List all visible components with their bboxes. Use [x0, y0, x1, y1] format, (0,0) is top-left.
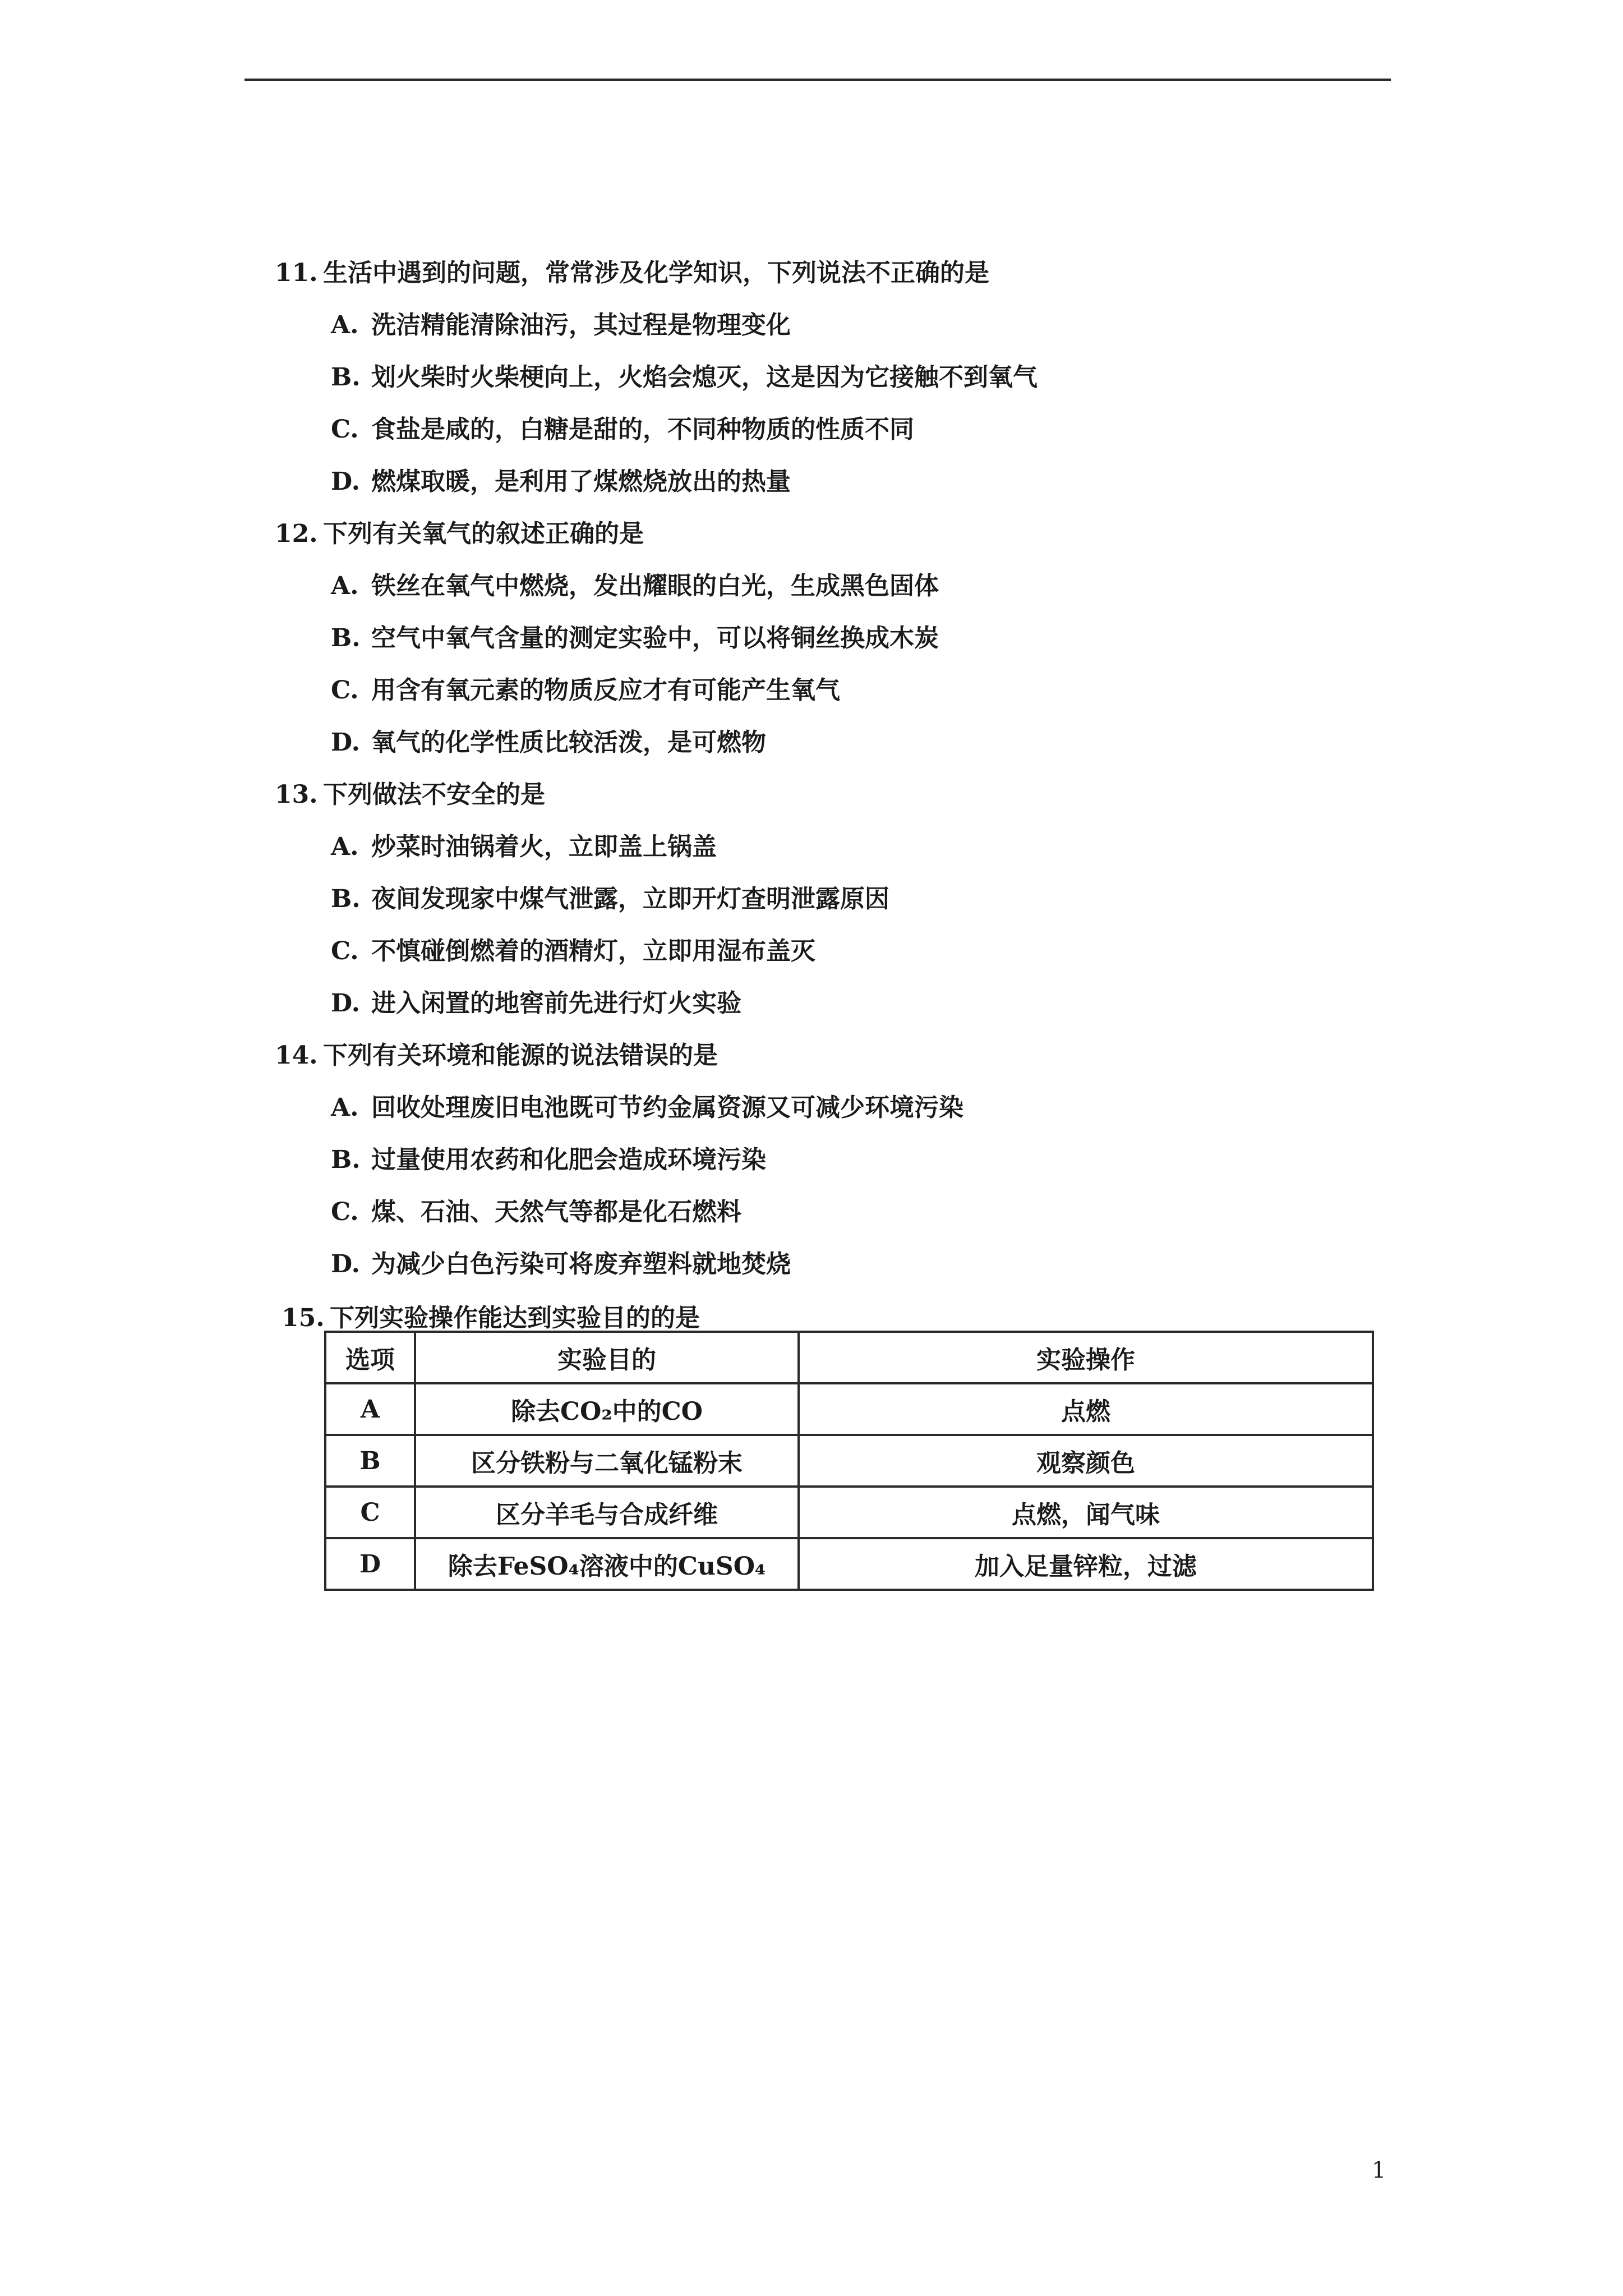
- option-text: 划火柴时火柴梗向上，火焰会熄灭，这是因为它接触不到氧气: [371, 363, 1038, 392]
- question-15-stem: [282, 1301, 700, 1335]
- option-letter: D.: [331, 1250, 360, 1278]
- cell-goal: 除去FeSO₄溶液中的CuSO₄: [415, 1538, 799, 1590]
- option-letter: A.: [331, 572, 359, 600]
- option-text: 燃煤取暖，是利用了煤燃烧放出的热量: [371, 467, 791, 496]
- option-text: 夜间发现家中煤气泄露，立即开灯查明泄露原因: [371, 885, 889, 913]
- option-list: [331, 1082, 1453, 1290]
- option-letter: D.: [331, 467, 360, 496]
- table-row: [325, 1487, 1373, 1538]
- option-letter: C.: [331, 1198, 359, 1226]
- question-stem: [275, 508, 1453, 560]
- question-number: 15.: [282, 1304, 325, 1332]
- table-header-row: [325, 1332, 1373, 1383]
- option-letter: B.: [331, 1145, 361, 1174]
- option-list: [331, 560, 1453, 769]
- option-text: 炒菜时油锅着火，立即盖上锅盖: [371, 832, 717, 861]
- option-text: 不慎碰倒燃着的酒精灯，立即用湿布盖灭: [371, 937, 815, 965]
- option-a: [331, 1082, 1453, 1134]
- option-c: [331, 664, 1453, 716]
- option-letter: B.: [331, 363, 361, 392]
- question-list: [275, 247, 1453, 1290]
- cell-goal: 区分羊毛与合成纤维: [415, 1487, 799, 1538]
- question-number: 12.: [275, 519, 318, 548]
- question-13: [275, 769, 1453, 1029]
- question-text: 下列实验操作能达到实验目的的是: [330, 1304, 700, 1332]
- question-text: 生活中遇到的问题，常常涉及化学知识，下列说法不正确的是: [323, 259, 989, 287]
- option-text: 回收处理废旧电池既可节约金属资源又可减少环境污染: [371, 1093, 963, 1122]
- option-letter: B.: [331, 624, 361, 652]
- option-text: 铁丝在氧气中燃烧，发出耀眼的白光，生成黑色固体: [371, 572, 939, 600]
- table-row: [325, 1435, 1373, 1487]
- option-b: [331, 612, 1453, 664]
- option-b: [331, 873, 1453, 925]
- option-text: 空气中氧气含量的测定实验中，可以将铜丝换成木炭: [371, 624, 939, 652]
- cell-operation: 观察颜色: [799, 1435, 1373, 1487]
- cell-option: B: [325, 1435, 415, 1487]
- option-letter: C.: [331, 415, 359, 444]
- question-text: 下列有关氧气的叙述正确的是: [323, 519, 644, 548]
- option-b: [331, 1134, 1453, 1186]
- cell-option: D: [325, 1538, 415, 1590]
- option-list: [331, 821, 1453, 1029]
- question-14: [275, 1029, 1453, 1290]
- option-text: 为减少白色污染可将废弃塑料就地焚烧: [371, 1250, 791, 1278]
- option-c: [331, 403, 1453, 455]
- option-d: [331, 1238, 1453, 1290]
- question-number: 13.: [275, 780, 318, 809]
- option-list: [331, 299, 1453, 508]
- option-letter: C.: [331, 676, 359, 705]
- question-11: [275, 247, 1453, 508]
- cell-operation: 点燃，闻气味: [799, 1487, 1373, 1538]
- option-text: 进入闲置的地窖前先进行灯火实验: [371, 989, 741, 1018]
- cell-option: A: [325, 1383, 415, 1435]
- question-stem: [275, 769, 1453, 821]
- question-text: 下列做法不安全的是: [323, 780, 545, 809]
- question-stem: [275, 1029, 1453, 1082]
- question-stem: [275, 247, 1453, 299]
- header-option: 选项: [325, 1332, 415, 1383]
- question-number: 11.: [275, 259, 318, 287]
- option-letter: D.: [331, 989, 360, 1018]
- option-d: [331, 977, 1453, 1029]
- table-row: [325, 1538, 1373, 1590]
- option-text: 过量使用农药和化肥会造成环境污染: [371, 1145, 766, 1174]
- option-text: 洗洁精能清除油污，其过程是物理变化: [371, 311, 791, 339]
- option-a: [331, 299, 1453, 351]
- option-letter: A.: [331, 832, 359, 861]
- option-b: [331, 351, 1453, 403]
- option-text: 用含有氧元素的物质反应才有可能产生氧气: [371, 676, 840, 705]
- option-a: [331, 821, 1453, 873]
- option-d: [331, 716, 1453, 769]
- table-row: [325, 1383, 1373, 1435]
- option-c: [331, 1186, 1453, 1238]
- page-number: 1: [1372, 2157, 1386, 2183]
- header-goal: 实验目的: [415, 1332, 799, 1383]
- cell-operation: 点燃: [799, 1383, 1373, 1435]
- option-letter: A.: [331, 311, 359, 339]
- header-operation: 实验操作: [799, 1332, 1373, 1383]
- option-text: 煤、石油、天然气等都是化石燃料: [371, 1198, 741, 1226]
- question-12: [275, 508, 1453, 769]
- header-rule: [245, 79, 1391, 81]
- cell-goal: 除去CO₂中的CO: [415, 1383, 799, 1435]
- option-a: [331, 560, 1453, 612]
- option-letter: A.: [331, 1093, 359, 1122]
- option-letter: C.: [331, 937, 359, 965]
- option-letter: D.: [331, 728, 360, 757]
- cell-goal: 区分铁粉与二氧化锰粉末: [415, 1435, 799, 1487]
- cell-option: C: [325, 1487, 415, 1538]
- cell-operation: 加入足量锌粒，过滤: [799, 1538, 1373, 1590]
- option-text: 食盐是咸的，白糖是甜的，不同种物质的性质不同: [371, 415, 914, 444]
- option-letter: B.: [331, 885, 361, 913]
- question-number: 14.: [275, 1041, 318, 1070]
- option-c: [331, 925, 1453, 977]
- option-d: [331, 455, 1453, 508]
- question-text: 下列有关环境和能源的说法错误的是: [323, 1041, 718, 1070]
- experiment-table: [324, 1331, 1374, 1591]
- option-text: 氧气的化学性质比较活泼，是可燃物: [371, 728, 766, 757]
